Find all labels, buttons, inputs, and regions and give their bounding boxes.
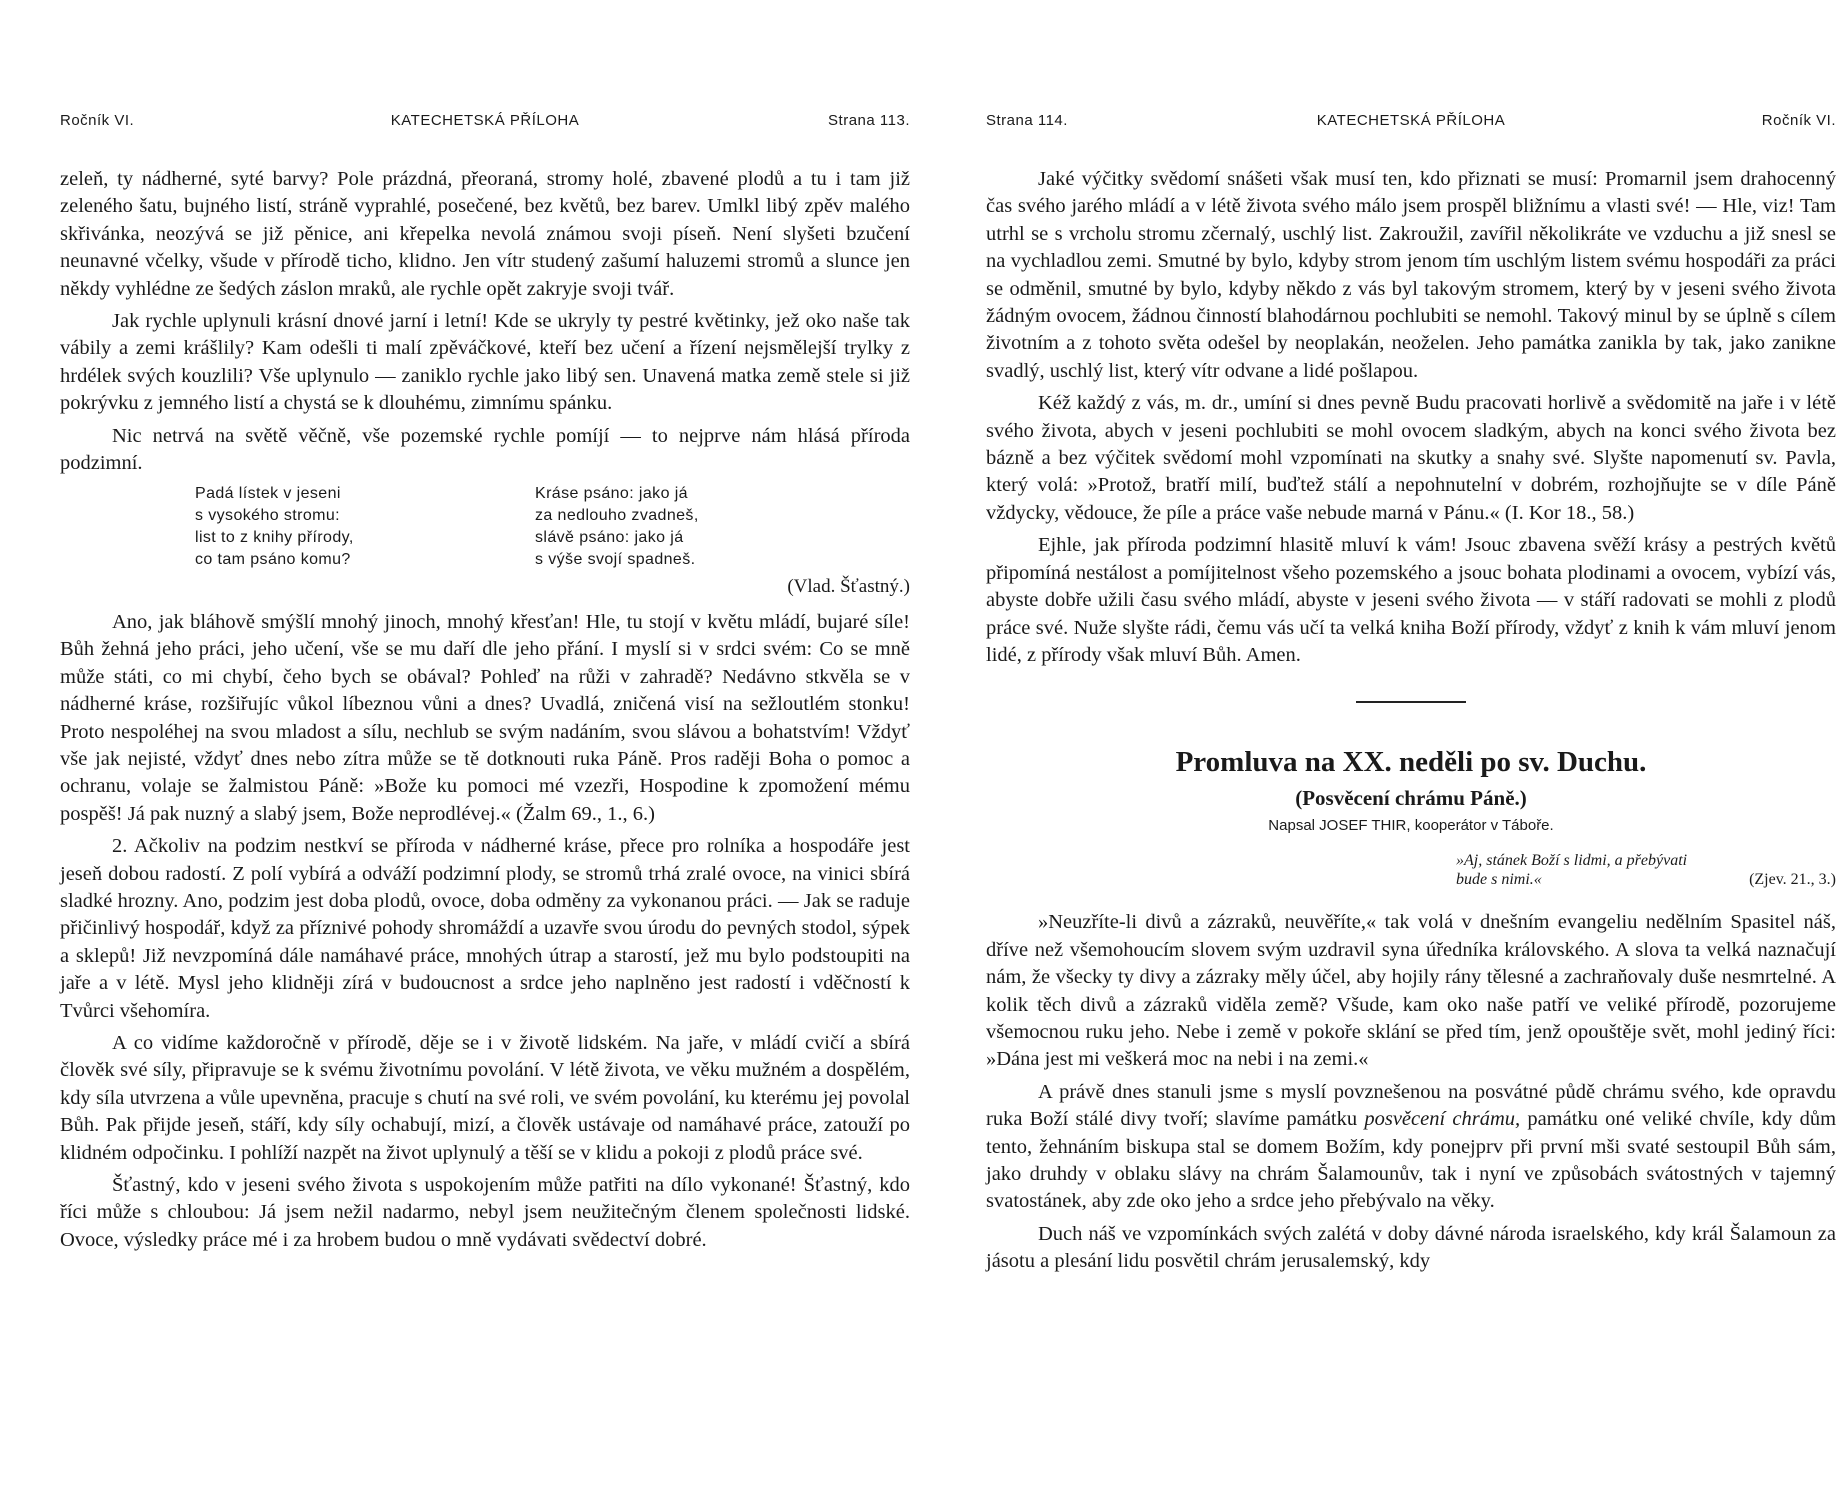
section-divider [1356, 701, 1466, 703]
poem [195, 483, 910, 571]
paragraph: Duch náš ve vzpomínkách svých zalétá v doby dávné národa israelského, kdy král Šalamoun za jásotu a plesání lidu posvětil chrám jerusalemský, kdy [986, 1222, 1836, 1273]
page-body [60, 166, 910, 1259]
poem-line: list to z knihy přírody, [195, 529, 354, 547]
running-header [60, 112, 910, 132]
emphasis-text: posvěcení chrámu, [1364, 1108, 1521, 1131]
poem-line: Padá lístek v jeseni [195, 485, 341, 503]
poem-line: s vysokého stromu: [195, 507, 341, 525]
paragraph: Kéž každý z vás, m. dr., umíní si dnes pevně Budu pracovati horlivě a svědomitě na jaře i v létě svého života, abych v jeseni pochlubiti se mohl ovocem sladkým, abych na konci svého života bez bázně a bez výčitek svědomí mohl vzpomínati na skutky a snahy své. Slyšte napomenutí sv. Pavla, který volá: »Protož, bratří milí, buďtež stálí a nepohnutelní v dobrém, rozhojňujte se v díle Páně vždycky, vědouce, že píle a práce vaše nebude marná v Pánu.« (I. Kor 18., 58.) [986, 392, 1836, 524]
poem-line: slávě psáno: jako já [535, 529, 684, 547]
author-line: Napsal JOSEF THIR, kooperátor v Táboře. [1268, 817, 1554, 835]
sermon-title: Promluva na XX. neděli po sv. Duchu. [1175, 746, 1647, 779]
motto-line: bude s nimi.« [1456, 871, 1542, 889]
paragraph: Ano, jak bláhově smýšlí mnohý jinoch, mnohý křesťan! Hle, tu stojí v květu mládí, bujaré síle! Bůh žehná jeho práci, jeho učení, vše se mu daří dle jeho přání. I myslí si v srdci svém: Co se mně může státi, co mi chybí, čeho bych se obával? Pohleď na růži v zahradě? Nedávno stkvěla se v nádherné kráse, rozšiřujíc vůkol líbeznou vůni a dnes? Uvadlá, zničená visí na sežloutlém stonku! Proto nespoléhej na svou mladost a sílu, nechlub se svým nadáním, svou slávou a bohatstvím! Vždyť vše jak nejisté, vždyť dnes nebo zítra může se tě dotknouti ruka Páně. Pros raději Boha o pomoc a ochranu, volaje se žalmistou Páně: »Bože ku pomoci mé vzezři, Hospodine k zpomožení mému pospěš! Já pak nuzný a slabý jsem, Bože neprodlévej.« (Žalm 69., 1., 6.) [60, 610, 910, 825]
paragraph: Jaké výčitky svědomí snášeti však musí ten, kdo přiznati se musí: Promarnil jsem drahocenný čas svého jarého mládí a v létě života svého málo jsem prospěl bližnímu a vlasti své! — Hle, viz! Tam utrhl se s vrcholu stromu zčernalý, uschlý list. Zakroužil, zavířil několikráte ve vzduchu a již snesl se na vychladlou zemi. Smutné by bylo, kdyby strom jenom tím uschlým listem svému hospodáři za práci se odměnil, smutné by bylo, kdyby někdo z vás byl takovým stromem, který by v jeseni svého života žádným ovocem, žádnou činností blahodárnou pochlubiti se nemohl. Takový minul by se úplně s cílem životním a z tohoto světa odešel by neoplakán, neoželen. Jeho památka zanikla by tak, jako zanikne svadlý, uschlý list, který vítr odvane a lidé pošlapou. [986, 168, 1836, 382]
paragraph: Nic netrvá na světě věčně, vše pozemské rychle pomíjí — to nejprve nám hlásá příroda podzimní. [60, 424, 910, 475]
header-title: KATECHETSKÁ PŘÍLOHA [1316, 112, 1506, 129]
motto-reference: (Zjev. 21., 3.) [1749, 871, 1836, 889]
poem-line: co tam psáno komu? [195, 551, 351, 569]
poem-line: Kráse psáno: jako já [535, 485, 688, 503]
paragraph: »Neuzříte-li divů a zázraků, neuvěříte,« tak volá v dnešním evangeliu nedělním Spasitel náš, dříve než všemohoucím slovem svým uzdravil syna úředníka královského. A slova ta velká naznačují nám, že všecky ty divy a zázraky měly účel, aby hojily rány tělesné a zachraňovaly duše nesmrtelné. A kolik těch divů a zázraků viděla země? Všude, kam oko naše patří ve veliké přírodě, pozorujeme všemocnou ruku jeho. Nebe i země v pokoře sklání se před tím, jenž opouštěje svět, mohl jediný říci: »Dána jest mi veškerá moc na nebi i na zemi.« [986, 911, 1836, 1071]
page-number: Strana 113. [828, 112, 910, 129]
paragraph: Jak rychle uplynuli krásní dnové jarní i letní! Kde se ukryly ty pestré květinky, jež oko naše tak vábily a zemi krášlily? Kam odešli ti malí zpěváčkové, kteří bez učení a řízení nejsmělejší trylky z hrdélek svých kouzlili? Vše uplynulo — zaniklo rychle jako libý sen. Unavená matka země stele si již pokrývku z jemného listí a chystá se k dlouhému, zimnímu spánku. [60, 310, 910, 415]
paragraph: 2. Ačkoliv na podzim nestkví se příroda v nádherné kráse, přece pro rolníka a hospodáře jest jeseň dobou radostí. Z polí vybírá a odváží podzimní plody, se stromů trhá zralé ovoce, na vinici sbírá sladké hrozny. Ano, podzim jest doba plodů, ovoce, doba odměny za vykonanou práci. — Jak se raduje přičinlivý hospodář, když za příznivé pohody shromáždí a uzavře svou úrodu do pevných stodol, sýpek a sklepů! Již nevzpomíná dále namáhavé práce, mnohých útrap a starostí, jež mu bylo podstoupiti na jaře a v létě. Mysl jeho klidněji zírá v budoucnost a srdce jeho naplněno jest radostí i vděčností k Tvůrci všehomíra. [60, 835, 910, 1022]
paragraph-text: A právě dnes stanuli jsme s myslí povznešenou na posvátné půdě chrámu svého, kde opravdu ruka Boží stálé divy tvoří; slavíme památku [986, 1080, 1836, 1131]
paragraph-text: památku oné veliké chvíle, kdy dům tento, žehnáním biskupa stal se domem Božím, kdy ponejprv při první mši svaté sestoupil Bůh sám, jako druhdy v oblaku slávy na chrám Šalamounův, tak i nyní ve způsobách svátostných v tajemný svatostánek, aby zde oko jeho a srdce jeho přebývalo na věky. [986, 1108, 1837, 1213]
volume-label: Ročník VI. [1761, 112, 1836, 129]
paragraph: A co vidíme každoročně v přírodě, děje se i v životě lidském. Na jaře, v mládí cvičí a sbírá člověk své síly, připravuje se k svému životnímu povolání. V létě života, ve věku mužném a dospělém, kdy síla utvrzena a vůle upevněna, pracuje s chutí na své roli, ve svém povolání, ku kterému jej povolal Bůh. Pak přijde jeseň, stáří, kdy síly ochabují, mizí, a člověk ustávaje od namáhavé práce, zatouží po klidném odpočinku. I pohlíží nazpět na život uplynulý a těší se v klidu a pokoji z plodů práce své. [60, 1031, 910, 1164]
volume-label: Ročník VI. [60, 112, 135, 129]
paragraph: Ejhle, jak příroda podzimní hlasitě mluví k vám! Jsouc zbavena svěží krásy a pestrých květů připomíná nestálost a pomíjitelnost všeho pozemského a jsouc bohata plodinami a ovocem, vybízí vás, abyste dobře užili času svého mládí, abyste v jeseni svého života — v stáří radovati se mohli z plodů práce své. Nuže slyšte rádi, čemu vás učí ta velká kniha Boží přírody, vždyť z knih k vám mluví jenom lidé, z přírody však mluví Bůh. Amen. [986, 534, 1836, 666]
running-header [986, 112, 1836, 132]
sermon-subtitle: (Posvěcení chrámu Páně.) [1295, 786, 1527, 811]
page-body [986, 166, 1836, 1281]
poem-author: (Vlad. Šťastný.) [787, 576, 910, 598]
paragraph [986, 1079, 1836, 1216]
paragraph: Šťastný, kdo v jeseni svého života s uspokojením může patřiti na dílo vykonané! Šťastný, kdo říci může s chloubou: Já jsem nežil nadarmo, nebyl jsem neužitečným členem společnosti lidské. Ovoce, výsledky práce mé i za hrobem budou o mně vydávati svědectví dobré. [60, 1174, 910, 1251]
header-title: KATECHETSKÁ PŘÍLOHA [390, 112, 580, 129]
motto-line: »Aj, stánek Boží s lidmi, a přebývati [1456, 852, 1688, 870]
poem-line: za nedlouho zvadneš, [535, 507, 699, 525]
poem-line: s výše svojí spadneš. [535, 551, 696, 569]
motto [1456, 851, 1836, 889]
paragraph: zeleň, ty nádherné, syté barvy? Pole prázdná, přeoraná, stromy holé, zbavené plodů a tu i tam již zeleného šatu, bujného listí, stráně vyprahlé, posečené, bez květů, bez barev. Umlkl libý zpěv malého skřivánka, neozývá se již pěnice, ani křepelka nevolá známou svoji píseň. Není slyšeti bzučení neunavné včelky, všude v přírodě ticho, klidno. Jen vítr studený zašumí haluzemi stromů a slunce jen někdy vyhlédne ze šedých záslon mraků, ale rychle opět zakryje svoji tvář. [60, 168, 910, 300]
page-number: Strana 114. [986, 112, 1068, 129]
